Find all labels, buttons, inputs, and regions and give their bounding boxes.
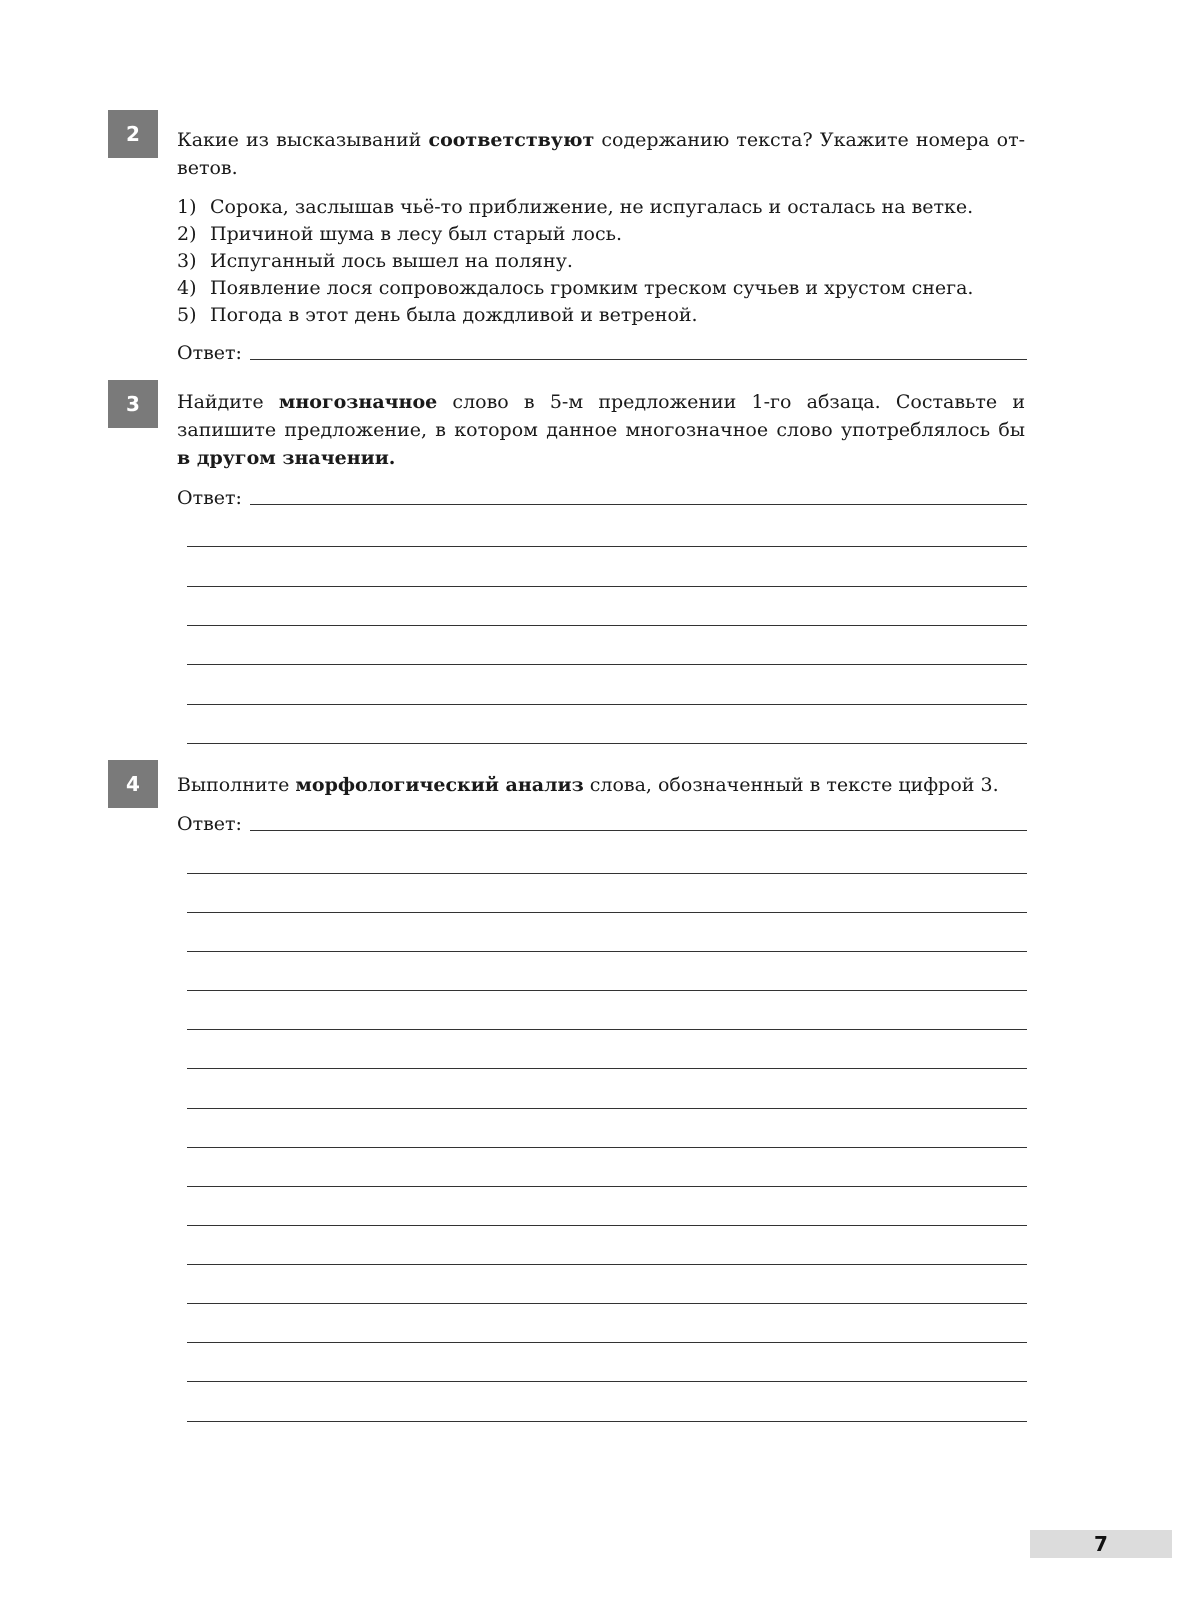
option-text: Испуганный лось вышел на поляну.	[210, 250, 573, 272]
writing-line[interactable]	[187, 1342, 1027, 1343]
writing-line[interactable]	[187, 1381, 1027, 1382]
option-item	[177, 275, 1025, 302]
answer-line[interactable]	[250, 829, 1027, 831]
writing-line[interactable]	[187, 1225, 1027, 1226]
writing-line[interactable]	[187, 1029, 1027, 1030]
task-question	[177, 126, 1025, 182]
task-question	[177, 771, 1025, 799]
option-item	[177, 194, 1025, 221]
answer-label: Ответ:	[177, 342, 242, 364]
writing-line[interactable]	[187, 1421, 1027, 1422]
option-item	[177, 302, 1025, 329]
option-number: 1)	[177, 196, 197, 218]
answer-label: Ответ:	[177, 813, 242, 835]
task-number-badge: 2	[108, 110, 158, 158]
writing-line[interactable]	[187, 625, 1027, 626]
writing-line[interactable]	[187, 1108, 1027, 1109]
option-text: Причиной шума в лесу был старый лось.	[210, 223, 622, 245]
option-item	[177, 221, 1025, 248]
page-number: 7	[1030, 1530, 1172, 1558]
writing-line[interactable]	[187, 1186, 1027, 1187]
question-emphasis: в другом значении.	[177, 447, 396, 469]
writing-line[interactable]	[187, 1264, 1027, 1265]
answer-label: Ответ:	[177, 487, 242, 509]
answer-field[interactable]	[177, 813, 1027, 835]
writing-line[interactable]	[187, 1147, 1027, 1148]
writing-line[interactable]	[187, 1068, 1027, 1069]
question-text: содержанию текста? Укажите номера от-ветов.	[177, 129, 1026, 179]
option-number: 2)	[177, 223, 197, 245]
answer-field[interactable]	[177, 487, 1027, 509]
question-text: Найдите	[177, 391, 279, 413]
writing-line[interactable]	[187, 912, 1027, 913]
answer-line[interactable]	[250, 358, 1027, 360]
option-number: 4)	[177, 277, 197, 299]
task-number-badge: 4	[108, 760, 158, 808]
writing-line[interactable]	[187, 743, 1027, 744]
writing-line[interactable]	[187, 546, 1027, 547]
writing-line[interactable]	[187, 990, 1027, 991]
option-text: Погода в этот день была дождливой и ветреной.	[210, 304, 698, 326]
option-item	[177, 248, 1025, 275]
writing-line[interactable]	[187, 1303, 1027, 1304]
option-text: Сорока, заслышав чьё-то приближение, не испугалась и осталась на ветке.	[210, 196, 974, 218]
question-text: слово в 5-м предложении 1-го абзаца. Составьте и запишите предложение, в котором данное многозначное слово употреблялось бы	[177, 391, 1025, 441]
writing-line[interactable]	[187, 951, 1027, 952]
task-question	[177, 388, 1025, 472]
answer-line[interactable]	[250, 503, 1027, 505]
writing-line[interactable]	[187, 586, 1027, 587]
task-number-badge: 3	[108, 380, 158, 428]
writing-line[interactable]	[187, 873, 1027, 874]
answer-field[interactable]	[177, 342, 1027, 364]
question-emphasis: многозначное	[278, 391, 438, 413]
writing-line[interactable]	[187, 664, 1027, 665]
writing-line[interactable]	[187, 704, 1027, 705]
question-emphasis: морфологический анализ	[295, 774, 584, 796]
option-text: Появление лося сопровождалось громким треском сучьев и хрустом снега.	[210, 277, 974, 299]
question-text: слова, обозначенный в тексте цифрой 3.	[583, 774, 999, 796]
question-text: Какие из высказываний	[177, 129, 429, 151]
option-number: 3)	[177, 250, 197, 272]
options-list	[177, 194, 1025, 329]
question-text: Выполните	[177, 774, 296, 796]
option-number: 5)	[177, 304, 197, 326]
question-emphasis: соответствуют	[428, 129, 595, 151]
